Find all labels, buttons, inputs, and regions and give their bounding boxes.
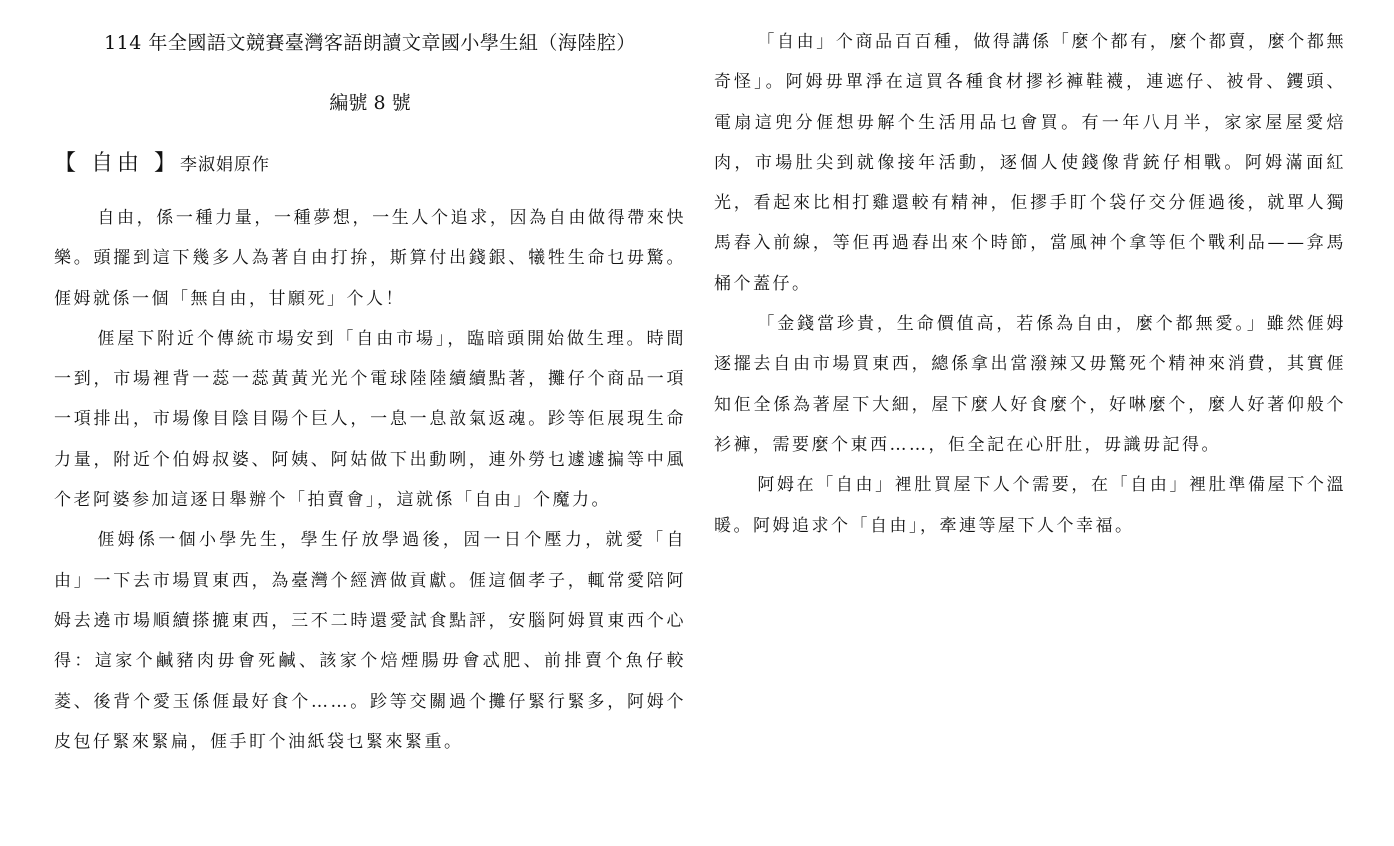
article-heading [54,146,270,177]
paragraph-5: 「金錢當珍貴，生命價值高，若係為自由，麼个都無愛。」雖然𠊎姆逐擺去自由市場買東西，總係拿出當潑辣又毋驚死个精神來消費，其實𠊎知佢全係為著屋下大細，屋下麼人好食麼个，好啉麼个，麼人好著仰般个衫褲，需要麼个東西……，佢全記在心肝肚，毋識毋記得。 [714,314,1346,455]
paragraph-6: 阿姆在「自由」裡肚買屋下人个需要，在「自由」裡肚準備屋下个溫暖。阿姆追求个「自由」，牽連等屋下人个幸福。 [714,475,1346,536]
document-title: 114 年全國語文競賽臺灣客語朗讀文章國小學生組（海陸腔） [104,32,636,54]
paragraph-2: 𠊎屋下附近个傳統市場安到「自由市場」，臨暗頭開始做生理。時間一到，市場裡背一蕊一蕊黃黃光光个電球陸陸續續點著，攤仔个商品一項一項排出，市場像目陰目陽个巨人，一息一息敨氣返魂。跈等佢展現生命力量，附近个伯姆叔婆、阿姨、阿姑做下出動咧，連外勞乜遽遽揙等中風个老阿婆参加這逐日舉辦个「拍賣會」，這就係「自由」个魔力。 [54,328,686,511]
article-author: 李淑娟原作 [180,155,270,175]
paragraph-4: 「自由」个商品百百種，做得講係「麼个都有，麼个都賣，麼个都無奇怪」。阿姆毋單淨在這買各種食材摎衫褲鞋襪，連遮仔、被骨、钁頭、電扇這兜分𠊎想毋解个生活用品乜會買。有一年八月半，家家屋屋愛焙肉，市場肚尖到就像接年活動，逐個人使錢像背銃仔相戰。阿姆滿面紅光，看起來比相打雞還較有精神，佢摎手盯个袋仔交分𠊎過後，就單人獨馬舂入前線，等佢再過舂出來个時節，當風神个拿等佢个戰利品——弇馬桶个蓋仔。 [714,32,1346,294]
paragraph-1: 自由，係一種力量，一種夢想，一生人个追求，因為自由做得帶來快樂。頭擺到這下幾多人為著自由打拚，斯算付出錢銀、犧牲生命乜毋驚。𠊎姆就係一個「無自由，甘願死」个人！ [54,208,686,309]
article-body-right [714,22,1346,546]
document-number: 編號 8 號 [329,92,411,114]
article-title: 【 自由 】 [54,151,180,176]
article-body-left [54,198,686,762]
paragraph-3: 𠊎姆係一個小學先生，學生仔放學過後，囥一日个壓力，就愛「自由」一下去市場買東西，為臺灣个經濟做貢獻。𠊎這個孝子，輒常愛陪阿姆去遶市場順續搽摝東西，三不二時還愛試食點評，安腦阿姆買東西个心得：這家个鹹豬肉毋會死鹹、該家个焙煙腸毋會忒肥、前排賣个魚仔較菱、後背个愛玉係𠊎最好食个……。跈等交關過个攤仔緊行緊多，阿姆个皮包仔緊來緊扁，𠊎手盯个油紙袋乜緊來緊重。 [54,530,686,752]
